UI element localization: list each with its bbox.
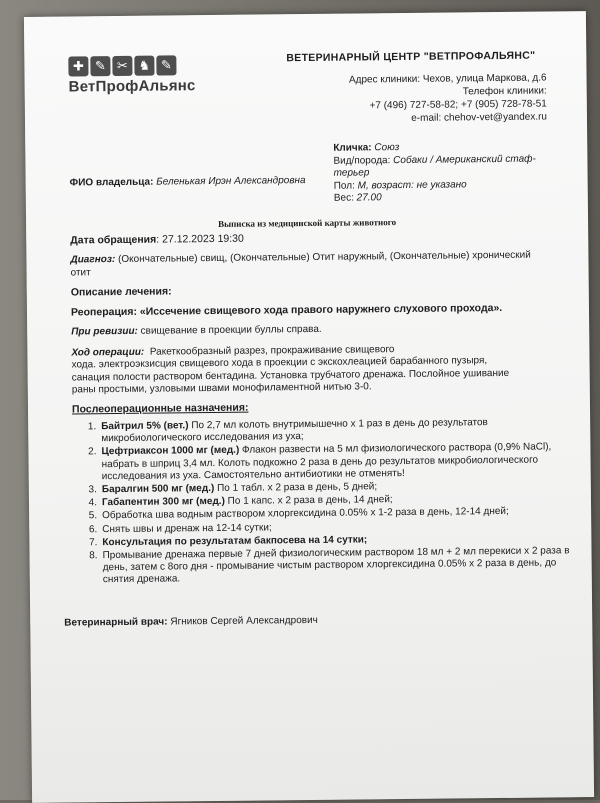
list-item: 2. Цефтриаксон 1000 мг (мед.) Флакон развести на 5 мл физиологического раствора (0,9% NaCl), набрать в шприц 3,4 мл. Колоть подкожно 2 раза в день до результатов микробиологического исследования из уха. Самостоятельно антибиотики не отменять! [88, 441, 552, 482]
visit-date: : 27.12.2023 19:30 [156, 232, 244, 246]
reoperation-label: Реоперация: [70, 305, 138, 319]
list-item: 1. Байтрил 5% (вет.) По 2,7 мл колоть внутримышечно х 1 раз в день до результатов микробиологического исследования из уха; [87, 417, 488, 445]
pet-breed-label: Вид/порода: [333, 154, 391, 167]
clinic-logo [68, 55, 209, 116]
pet-weight-label: Вес: [333, 192, 354, 204]
course-line-1: Ракеткообразный разрез, прокраживание свищевого [149, 344, 395, 358]
operation-course [71, 342, 569, 397]
clinic-phone-label: Телефон клиники: [462, 85, 547, 98]
owner-name: Беленькая Ирэн Александровна [156, 175, 306, 188]
diagnosis-text: (Окончательные) свищ, (Окончательные) Отит наружный, (Окончательные) хронический отит [70, 249, 531, 278]
course-line-2: хода. электроэкзисция свищевого хода в проекции с экскохлеацией барабанного пузыря, [71, 355, 488, 371]
course-label: Ход операции: [71, 346, 145, 359]
list-item: 3. Баралгин 500 мг (мед.) По 1 табл. х 2 раза в день, 5 дней; [88, 481, 378, 496]
clinic-phones: +7 (496) 727-58-82; +7 (905) 728-78-51 [369, 98, 547, 112]
pet-name-label: Кличка: [333, 142, 372, 154]
list-item: 6. Снять швы и дренаж на 12-14 сутки; [88, 522, 272, 535]
pet-sex-age: М, возраст: не указано [357, 178, 467, 191]
doctor-name: Ягников Сергей Александрович [170, 614, 318, 628]
reoperation-text: «Иссечение свищевого хода правого наружнего слухового прохода». [139, 301, 503, 318]
pet-info [333, 140, 564, 205]
revision-label: При ревизии: [71, 325, 138, 338]
doctor-row [64, 615, 318, 629]
pet-breed: Собаки / Американский стаф- [393, 153, 536, 166]
course-line-3: санация полости раствором бентадина. Установка трубчатого дренажа. Послойное ушивание [71, 367, 510, 384]
list-item: 8. Промывание дренажа первые 7 дней физиологическим раствором 18 мл + 2 мл перекиси х 2 раза в день, затем с 8ого дня - промывание чистым раствором хлоргексидина 0.05% х 2 раза в день, до снятия дренажа. [89, 545, 570, 586]
course-line-4: раны простыми, узловыми швами монофиламентной нитью 3-0. [71, 381, 372, 396]
list-item: 7. Консультация по результатам бакпосева на 14 сутки; [89, 534, 368, 549]
cat-icon: ✎ [156, 55, 176, 75]
revision-text: свищевание в проекции буллы справа. [140, 323, 322, 337]
dog-icon: ✎ [90, 56, 110, 76]
visit-date-row [70, 233, 244, 247]
owner-row [70, 175, 306, 188]
bird-icon: ✂ [112, 56, 132, 76]
logo-text: ВетПрофАльянс [68, 77, 196, 96]
list-item: 5. Обработка шва водным раствором хлоргексидина 0.05% х 1-2 раза в день, 12-14 дней; [88, 506, 509, 522]
list-item: 4. Габапентин 300 мг (мед.) По 1 капс. х 2 раза в день, 14 дней; [88, 494, 393, 509]
reoperation-row [71, 301, 571, 318]
document-sheet [24, 11, 594, 803]
diagnosis-row [70, 250, 540, 280]
pet-sex-label: Пол: [333, 180, 355, 192]
clinic-email: e-mail: chehov-vet@yandex.ru [411, 111, 548, 124]
treatment-title: Описание лечения: [70, 285, 172, 299]
postop-title: Послеоперационные назначения: [71, 401, 249, 416]
clinic-contacts [285, 71, 548, 126]
clinic-title: ВЕТЕРИНАРНЫЙ ЦЕНТР "ВЕТПРОФАЛЬЯНС" [286, 49, 536, 65]
horse-icon: ♞ [134, 56, 154, 76]
revision-row [71, 324, 322, 338]
cross-icon: ✚ [68, 56, 88, 76]
owner-label: ФИО владельца: [69, 176, 154, 189]
extract-title: Выписка из медицинской карты животного [217, 217, 397, 229]
pet-breed-cont: терьер [333, 167, 370, 179]
logo-icons [68, 55, 208, 76]
visit-date-label: Дата обращения [70, 233, 157, 247]
pet-name: Союз [374, 142, 400, 154]
doctor-label: Ветеринарный врач: [64, 616, 168, 629]
clinic-address: Адрес клиники: Чехов, улица Маркова, д.6 [348, 72, 547, 86]
prescription-list [76, 416, 572, 588]
diagnosis-label: Диагноз: [70, 254, 116, 266]
pet-weight: 27.00 [356, 192, 382, 204]
